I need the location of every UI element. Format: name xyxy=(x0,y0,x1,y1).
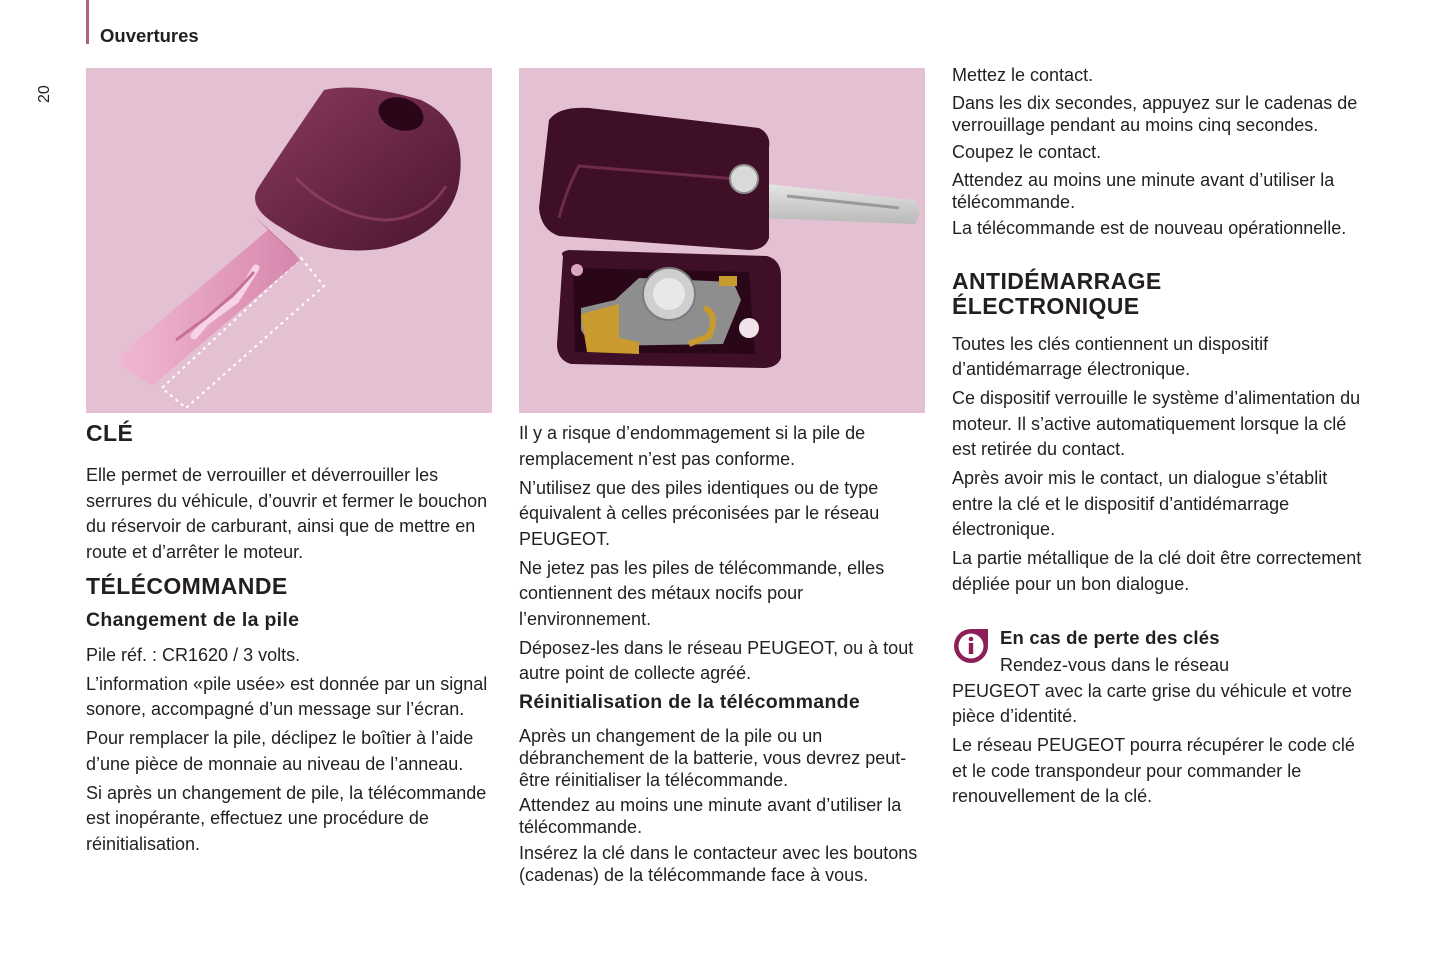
remote-illustration xyxy=(519,68,925,413)
info-paragraph-recuperer: Le réseau PEUGEOT pourra récupérer le code clé et le code transpondeur pour commander le renouvellement de la clé. xyxy=(952,735,1355,806)
column-middle xyxy=(519,421,931,889)
paragraph-reinit-attendez: Attendez au moins une minute avant d’utiliser la télécommande. xyxy=(519,795,902,837)
heading-cle: CLÉ xyxy=(86,420,134,446)
paragraph-pile-usee: L’information «pile usée» est donnée par un signal sonore, accompagné d’un message sur l’écran. xyxy=(86,673,488,719)
info-title: En cas de perte des clés xyxy=(1000,627,1220,648)
key-illustration xyxy=(86,68,492,413)
paragraph-cle: Elle permet de verrouiller et déverrouiller les serrures du véhicule, d’ouvrir et fermer le bouchon du réservoir de carburant, ainsi que de mettre en route et d’arrêter le moteur. xyxy=(86,465,488,562)
heading-changement-pile: Changement de la pile xyxy=(86,609,300,631)
column-left xyxy=(86,421,498,861)
paragraph-risque: Il y a risque d’endommagement si la pile de remplacement n’est pas conforme. xyxy=(519,423,866,469)
info-box-perte-cles xyxy=(952,626,1364,810)
paragraph-piles-identiques: N’utilisez que des piles identiques ou de type équivalent à celles préconisées par le réseau PEUGEOT. xyxy=(519,477,880,549)
paragraph-pile-ref: Pile réf. : CR1620 / 3 volts. xyxy=(86,644,301,665)
step-coupez-contact: Coupez le contact. xyxy=(952,141,1102,162)
paragraph-anti-cles: Toutes les clés contiennent un dispositif d’antidémarrage électronique. xyxy=(952,333,1269,379)
paragraph-pile-remplacer: Pour remplacer la pile, déclipez le boîtier à l’aide d’une pièce de monnaie au niveau de l’anneau. xyxy=(86,728,474,774)
paragraph-pile-inoperante: Si après un changement de pile, la télécommande est inopérante, effectuez une procédure de réinitialisation. xyxy=(86,782,487,854)
heading-antidemarrage xyxy=(952,269,1364,319)
heading-antidemarrage-line1: ANTIDÉMARRAGE xyxy=(952,267,1162,294)
paragraph-anti-metallique: La partie métallique de la clé doit être correctement dépliée pour un bon dialogue. xyxy=(952,548,1362,594)
paragraph-deposez: Déposez-les dans le réseau PEUGEOT, ou à tout autre point de collecte agréé. xyxy=(519,637,914,683)
heading-antidemarrage-line2: ÉLECTRONIQUE xyxy=(952,292,1140,319)
paragraph-anti-dispositif: Ce dispositif verrouille le système d’alimentation du moteur. Il s’active automatiquement lorsque la clé est retirée du contact. xyxy=(952,388,1361,459)
step-attendez: Attendez au moins une minute avant d’utiliser la télécommande. xyxy=(952,169,1335,212)
info-paragraph-rest: PEUGEOT avec la carte grise du véhicule et votre pièce d’identité. xyxy=(952,680,1352,726)
column-right xyxy=(952,63,1364,813)
paragraph-anti-dialogue: Après avoir mis le contact, un dialogue s’établit entre la clé et le dispositif d’antidémarrage électronique. xyxy=(952,468,1328,539)
heading-reinitialisation: Réinitialisation de la télécommande xyxy=(519,691,861,713)
step-operationnelle: La télécommande est de nouveau opérationnelle. xyxy=(952,218,1347,238)
step-mettez-contact: Mettez le contact. xyxy=(952,65,1094,85)
info-icon xyxy=(952,627,990,665)
heading-telecommande: TÉLÉCOMMANDE xyxy=(86,573,288,599)
page-number: 20 xyxy=(36,85,53,103)
paragraph-reinit-inserez: Insérez la clé dans le contacteur avec les boutons (cadenas) de la télécommande face à vous. xyxy=(519,842,918,885)
info-paragraph-line1: Rendez-vous dans le réseau xyxy=(1000,655,1230,675)
paragraph-ne-jetez-pas: Ne jetez pas les piles de télécommande, elles contiennent des métaux nocifs pour l’environnement. xyxy=(519,557,885,629)
header-accent-bar xyxy=(86,0,89,44)
section-title: Ouvertures xyxy=(100,25,199,46)
paragraph-reinit-apres: Après un changement de la pile ou un débranchement de la batterie, vous devrez peut-être réinitialiser la télécommande. xyxy=(519,725,907,790)
step-dix-secondes: Dans les dix secondes, appuyez sur le cadenas de verrouillage pendant au moins cinq secondes. xyxy=(952,93,1358,135)
